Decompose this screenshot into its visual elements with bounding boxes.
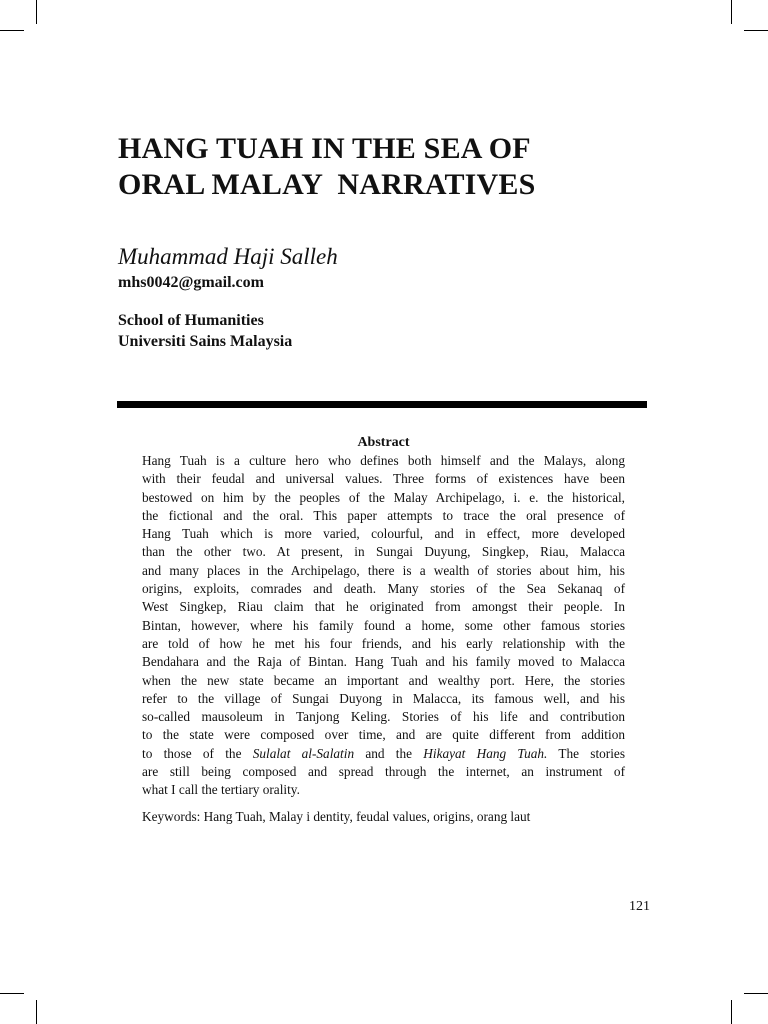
- crop-mark-top-right-horizontal: [744, 30, 768, 31]
- work-title-sulalat: Sulalat al-Salatin: [252, 745, 355, 761]
- abstract-line: with their feudal and universal values. Three forms of existences have been: [142, 471, 625, 487]
- abstract-text-segment: to those of the: [142, 745, 253, 761]
- crop-mark-top-right-vertical: [731, 0, 732, 24]
- page-number: 121: [629, 899, 650, 914]
- crop-mark-bottom-left-vertical: [36, 1000, 37, 1024]
- crop-mark-bottom-right-horizontal: [744, 993, 768, 994]
- abstract-line: West Singkep, Riau claim that he originated from amongst their people. In: [142, 599, 625, 615]
- abstract-line: than the other two. At present, in Sungai Duyung, Singkep, Riau, Malacca: [142, 544, 625, 560]
- abstract-line: are still being composed and spread through the internet, an instrument of: [142, 764, 625, 780]
- abstract-line: so-called mausoleum in Tanjong Keling. Stories of his life and contribution: [142, 709, 625, 725]
- work-title-hikayat: Hikayat Hang Tuah.: [423, 745, 548, 761]
- abstract-line: the fictional and the oral. This paper attempts to trace the oral presence of: [142, 507, 625, 523]
- author-email: mhs0042@gmail.com: [118, 274, 264, 291]
- abstract-line: and many places in the Archipelago, there is a wealth of stories about him, his: [142, 562, 625, 578]
- abstract-body: [142, 452, 625, 800]
- abstract-text-segment: The stories: [547, 745, 625, 761]
- author-affiliation: [118, 310, 292, 352]
- abstract-last-line: what I call the tertiary orality.: [142, 782, 300, 798]
- abstract-line: are told of how he met his four friends, and his early relationship with the: [142, 635, 625, 651]
- abstract-line: bestowed on him by the peoples of the Malay Archipelago, i. e. the historical,: [142, 489, 625, 505]
- abstract-line: to the state were composed over time, and are quite different from addition: [142, 727, 625, 743]
- author-name: Muhammad Haji Salleh: [118, 244, 338, 269]
- crop-mark-bottom-left-horizontal: [0, 993, 24, 994]
- title-divider-rule: [117, 401, 647, 408]
- abstract-line: Bintan, however, where his family found a home, some other famous stories: [142, 617, 625, 633]
- abstract-line: when the new state became an important and wealthy port. Here, the stories: [142, 672, 625, 688]
- abstract-line-with-titles: [142, 745, 625, 763]
- affiliation-university: Universiti Sains Malaysia: [118, 333, 293, 350]
- abstract-line: Hang Tuah which is more varied, colourful, and in effect, more developed: [142, 526, 625, 542]
- abstract-heading: Abstract: [357, 435, 410, 450]
- crop-mark-bottom-right-vertical: [731, 1000, 732, 1024]
- keywords: Keywords: Hang Tuah, Malay i dentity, feudal values, origins, orang laut: [142, 809, 531, 824]
- abstract-line: Hang Tuah is a culture hero who defines both himself and the Malays, along: [142, 453, 625, 468]
- abstract-line: Bendahara and the Raja of Bintan. Hang Tuah and his family moved to Malacca: [142, 654, 625, 670]
- paper-title-line-1: HANG TUAH IN THE SEA OF: [118, 132, 531, 165]
- abstract-line: refer to the village of Sungai Duyong in Malacca, its famous well, and his: [142, 690, 625, 706]
- paper-title-line-2: ORAL MALAY NARRATIVES: [118, 168, 536, 201]
- affiliation-school: School of Humanities: [118, 312, 264, 329]
- crop-mark-top-left-vertical: [36, 0, 37, 24]
- crop-mark-top-left-horizontal: [0, 30, 24, 31]
- abstract-line: origins, exploits, comrades and death. Many stories of the Sea Sekanaq of: [142, 581, 625, 597]
- paper-title: [118, 131, 678, 203]
- abstract-text-segment: and the: [354, 745, 424, 761]
